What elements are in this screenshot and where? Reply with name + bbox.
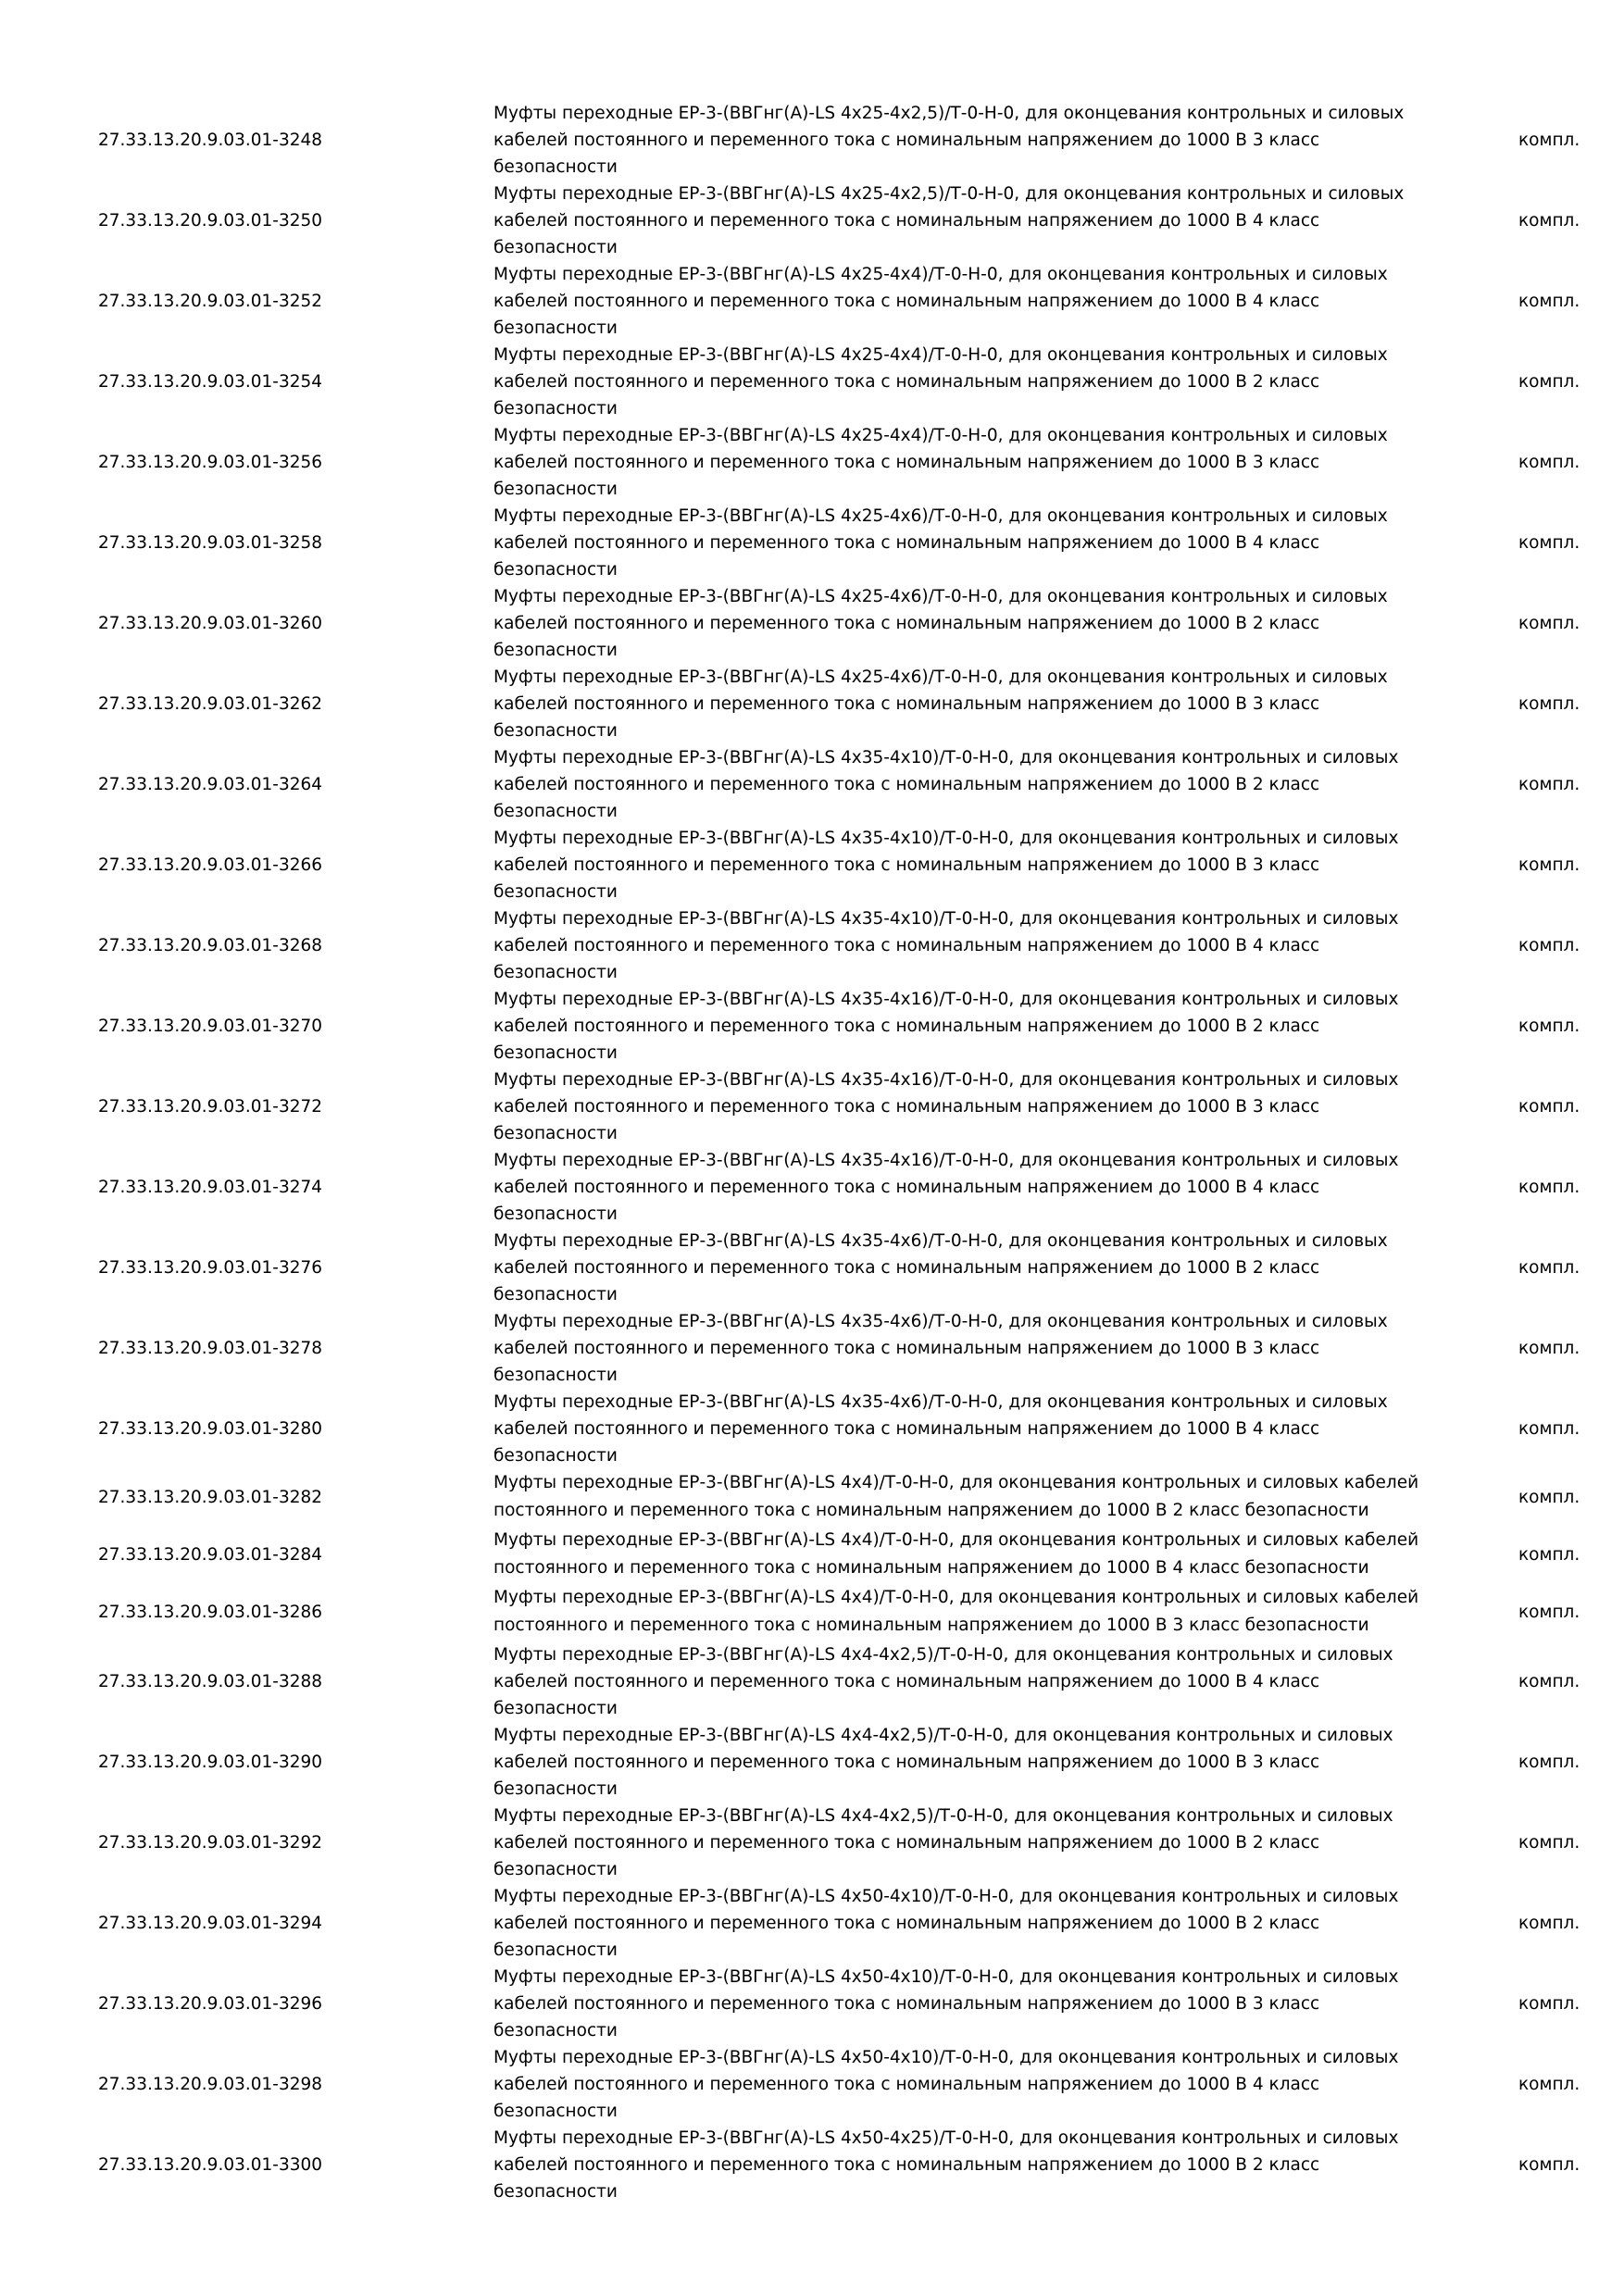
resource-description: Муфты переходные ЕР-3-(ВВГнг(А)-LS 4х25-4х4)/Т-0-Н-0, для оконцевания контрольных и силовых кабелей постоянного и переменного тока с номинальным напряжением до 1000 В 2 класс безопасности <box>493 345 1388 418</box>
resource-description: Муфты переходные ЕР-3-(ВВГнг(А)-LS 4х25-4х6)/Т-0-Н-0, для оконцевания контрольных и силовых кабелей постоянного и переменного тока с номинальным напряжением до 1000 В 3 класс безопасности <box>493 668 1388 741</box>
table-row <box>0 1308 1624 1389</box>
resource-code: 27.33.13.20.9.03.01-3250 <box>98 211 323 231</box>
resource-description: Муфты переходные ЕР-3-(ВВГнг(А)-LS 4х35-4х16)/Т-0-Н-0, для оконцевания контрольных и силовых кабелей постоянного и переменного тока с номинальным напряжением до 1000 В 4 класс безопасности <box>493 1151 1399 1224</box>
resource-description: Муфты переходные ЕР-3-(ВВГнг(А)-LS 4х4)/Т-0-Н-0, для оконцевания контрольных и силовых кабелей постоянного и переменного тока с номинальным напряжением до 1000 В 3 класс безопасности <box>493 1588 1419 1635</box>
resource-description: Муфты переходные ЕР-3-(ВВГнг(А)-LS 4х4-4х2,5)/Т-0-Н-0, для оконцевания контрольных и силовых кабелей постоянного и переменного тока с номинальным напряжением до 1000 В 2 класс безопасности <box>493 1806 1393 1879</box>
resource-description: Муфты переходные ЕР-3-(ВВГнг(А)-LS 4х25-4х4)/Т-0-Н-0, для оконцевания контрольных и силовых кабелей постоянного и переменного тока с номинальным напряжением до 1000 В 4 класс безопасности <box>493 265 1388 338</box>
table-row <box>0 1228 1624 1308</box>
table-row <box>0 342 1624 422</box>
resource-code: 27.33.13.20.9.03.01-3296 <box>98 1994 323 2014</box>
unit-of-measure: компл. <box>1518 1097 1580 1117</box>
unit-of-measure: компл. <box>1518 1419 1580 1439</box>
resource-description: Муфты переходные ЕР-3-(ВВГнг(А)-LS 4х35-4х10)/Т-0-Н-0, для оконцевания контрольных и силовых кабелей постоянного и переменного тока с номинальным напряжением до 1000 В 2 класс безопасности <box>493 748 1399 821</box>
table-row <box>0 2125 1624 2205</box>
resource-code: 27.33.13.20.9.03.01-3282 <box>98 1488 323 1507</box>
table-row <box>0 503 1624 583</box>
resource-code: 27.33.13.20.9.03.01-3272 <box>98 1097 323 1117</box>
resource-code: 27.33.13.20.9.03.01-3288 <box>98 1672 323 1691</box>
resource-code: 27.33.13.20.9.03.01-3252 <box>98 292 323 311</box>
table-row <box>0 2044 1624 2125</box>
resource-description: Муфты переходные ЕР-3-(ВВГнг(А)-LS 4х4-4х2,5)/Т-0-Н-0, для оконцевания контрольных и силовых кабелей постоянного и переменного тока с номинальным напряжением до 1000 В 4 класс безопасности <box>493 1645 1393 1718</box>
unit-of-measure: компл. <box>1518 1545 1580 1565</box>
table-row <box>0 825 1624 905</box>
unit-of-measure: компл. <box>1518 775 1580 794</box>
table-row <box>0 1722 1624 1803</box>
resource-description: Муфты переходные ЕР-3-(ВВГнг(А)-LS 4х25-4х6)/Т-0-Н-0, для оконцевания контрольных и силовых кабелей постоянного и переменного тока с номинальным напряжением до 1000 В 4 класс безопасности <box>493 506 1388 580</box>
unit-of-measure: компл. <box>1518 2075 1580 2094</box>
resource-code: 27.33.13.20.9.03.01-3262 <box>98 694 323 714</box>
table-row <box>0 1067 1624 1147</box>
table-row <box>0 583 1624 664</box>
resource-code: 27.33.13.20.9.03.01-3294 <box>98 1914 323 1933</box>
table-row <box>0 100 1624 181</box>
table-row <box>0 986 1624 1067</box>
price-list-table <box>0 100 1624 2205</box>
resource-code: 27.33.13.20.9.03.01-3290 <box>98 1753 323 1772</box>
resource-description: Муфты переходные ЕР-3-(ВВГнг(А)-LS 4х25-4х6)/Т-0-Н-0, для оконцевания контрольных и силовых кабелей постоянного и переменного тока с номинальным напряжением до 1000 В 2 класс безопасности <box>493 587 1388 660</box>
resource-code: 27.33.13.20.9.03.01-3258 <box>98 533 323 553</box>
unit-of-measure: компл. <box>1518 292 1580 311</box>
resource-description: Муфты переходные ЕР-3-(ВВГнг(А)-LS 4х25-4х2,5)/Т-0-Н-0, для оконцевания контрольных и силовых кабелей постоянного и переменного тока с номинальным напряжением до 1000 В 3 класс безопасности <box>493 104 1405 177</box>
resource-description: Муфты переходные ЕР-3-(ВВГнг(А)-LS 4х50-4х10)/Т-0-Н-0, для оконцевания контрольных и силовых кабелей постоянного и переменного тока с номинальным напряжением до 1000 В 2 класс безопасности <box>493 1887 1399 1960</box>
table-row <box>0 1964 1624 2044</box>
table-row <box>0 1527 1624 1584</box>
resource-description: Муфты переходные ЕР-3-(ВВГнг(А)-LS 4х50-4х10)/Т-0-Н-0, для оконцевания контрольных и силовых кабелей постоянного и переменного тока с номинальным напряжением до 1000 В 4 класс безопасности <box>493 2048 1399 2121</box>
resource-description: Муфты переходные ЕР-3-(ВВГнг(А)-LS 4х35-4х16)/Т-0-Н-0, для оконцевания контрольных и силовых кабелей постоянного и переменного тока с номинальным напряжением до 1000 В 3 класс безопасности <box>493 1070 1399 1143</box>
resource-code: 27.33.13.20.9.03.01-3276 <box>98 1258 323 1278</box>
resource-description: Муфты переходные ЕР-3-(ВВГнг(А)-LS 4х35-4х10)/Т-0-Н-0, для оконцевания контрольных и силовых кабелей постоянного и переменного тока с номинальным напряжением до 1000 В 4 класс безопасности <box>493 909 1399 982</box>
resource-code: 27.33.13.20.9.03.01-3286 <box>98 1603 323 1622</box>
unit-of-measure: компл. <box>1518 131 1580 150</box>
resource-description: Муфты переходные ЕР-3-(ВВГнг(А)-LS 4х50-4х10)/Т-0-Н-0, для оконцевания контрольных и силовых кабелей постоянного и переменного тока с номинальным напряжением до 1000 В 3 класс безопасности <box>493 1967 1399 2040</box>
unit-of-measure: компл. <box>1518 1833 1580 1853</box>
resource-description: Муфты переходные ЕР-3-(ВВГнг(А)-LS 4х4)/Т-0-Н-0, для оконцевания контрольных и силовых кабелей постоянного и переменного тока с номинальным напряжением до 1000 В 4 класс безопасности <box>493 1530 1419 1578</box>
table-row <box>0 1584 1624 1641</box>
resource-code: 27.33.13.20.9.03.01-3284 <box>98 1545 323 1565</box>
resource-code: 27.33.13.20.9.03.01-3268 <box>98 936 323 955</box>
unit-of-measure: компл. <box>1518 1672 1580 1691</box>
unit-of-measure: компл. <box>1518 614 1580 633</box>
unit-of-measure: компл. <box>1518 372 1580 392</box>
unit-of-measure: компл. <box>1518 694 1580 714</box>
table-row <box>0 1883 1624 1964</box>
unit-of-measure: компл. <box>1518 1994 1580 2014</box>
table-row <box>0 1641 1624 1722</box>
unit-of-measure: компл. <box>1518 1603 1580 1622</box>
table-row <box>0 261 1624 342</box>
resource-description: Муфты переходные ЕР-3-(ВВГнг(А)-LS 4х50-4х25)/Т-0-Н-0, для оконцевания контрольных и силовых кабелей постоянного и переменного тока с номинальным напряжением до 1000 В 2 класс безопасности <box>493 2128 1399 2202</box>
resource-description: Муфты переходные ЕР-3-(ВВГнг(А)-LS 4х25-4х2,5)/Т-0-Н-0, для оконцевания контрольных и силовых кабелей постоянного и переменного тока с номинальным напряжением до 1000 В 4 класс безопасности <box>493 184 1405 257</box>
resource-description: Муфты переходные ЕР-3-(ВВГнг(А)-LS 4х35-4х6)/Т-0-Н-0, для оконцевания контрольных и силовых кабелей постоянного и переменного тока с номинальным напряжением до 1000 В 4 класс безопасности <box>493 1392 1388 1466</box>
resource-code: 27.33.13.20.9.03.01-3300 <box>98 2155 323 2175</box>
unit-of-measure: компл. <box>1518 1178 1580 1197</box>
resource-code: 27.33.13.20.9.03.01-3264 <box>98 775 323 794</box>
resource-code: 27.33.13.20.9.03.01-3266 <box>98 855 323 875</box>
resource-code: 27.33.13.20.9.03.01-3248 <box>98 131 323 150</box>
unit-of-measure: компл. <box>1518 211 1580 231</box>
unit-of-measure: компл. <box>1518 936 1580 955</box>
resource-code: 27.33.13.20.9.03.01-3278 <box>98 1339 323 1358</box>
unit-of-measure: компл. <box>1518 1488 1580 1507</box>
table-row <box>0 1389 1624 1469</box>
unit-of-measure: компл. <box>1518 453 1580 472</box>
resource-description: Муфты переходные ЕР-3-(ВВГнг(А)-LS 4х4)/Т-0-Н-0, для оконцевания контрольных и силовых кабелей постоянного и переменного тока с номинальным напряжением до 1000 В 2 класс безопасности <box>493 1473 1419 1520</box>
resource-code: 27.33.13.20.9.03.01-3298 <box>98 2075 323 2094</box>
resource-description: Муфты переходные ЕР-3-(ВВГнг(А)-LS 4х35-4х16)/Т-0-Н-0, для оконцевания контрольных и силовых кабелей постоянного и переменного тока с номинальным напряжением до 1000 В 2 класс безопасности <box>493 990 1399 1063</box>
unit-of-measure: компл. <box>1518 1017 1580 1036</box>
resource-code: 27.33.13.20.9.03.01-3254 <box>98 372 323 392</box>
resource-description: Муфты переходные ЕР-3-(ВВГнг(А)-LS 4х35-4х10)/Т-0-Н-0, для оконцевания контрольных и силовых кабелей постоянного и переменного тока с номинальным напряжением до 1000 В 3 класс безопасности <box>493 829 1399 902</box>
unit-of-measure: компл. <box>1518 1914 1580 1933</box>
resource-description: Муфты переходные ЕР-3-(ВВГнг(А)-LS 4х35-4х6)/Т-0-Н-0, для оконцевания контрольных и силовых кабелей постоянного и переменного тока с номинальным напряжением до 1000 В 3 класс безопасности <box>493 1312 1388 1385</box>
unit-of-measure: компл. <box>1518 1753 1580 1772</box>
table-row <box>0 744 1624 825</box>
table-row <box>0 422 1624 503</box>
resource-description: Муфты переходные ЕР-3-(ВВГнг(А)-LS 4х4-4х2,5)/Т-0-Н-0, для оконцевания контрольных и силовых кабелей постоянного и переменного тока с номинальным напряжением до 1000 В 3 класс безопасности <box>493 1726 1393 1799</box>
unit-of-measure: компл. <box>1518 855 1580 875</box>
unit-of-measure: компл. <box>1518 2155 1580 2175</box>
unit-of-measure: компл. <box>1518 1258 1580 1278</box>
resource-code: 27.33.13.20.9.03.01-3280 <box>98 1419 323 1439</box>
unit-of-measure: компл. <box>1518 533 1580 553</box>
resource-code: 27.33.13.20.9.03.01-3270 <box>98 1017 323 1036</box>
resource-code: 27.33.13.20.9.03.01-3274 <box>98 1178 323 1197</box>
resource-description: Муфты переходные ЕР-3-(ВВГнг(А)-LS 4х35-4х6)/Т-0-Н-0, для оконцевания контрольных и силовых кабелей постоянного и переменного тока с номинальным напряжением до 1000 В 2 класс безопасности <box>493 1231 1388 1304</box>
table-row <box>0 1803 1624 1883</box>
resource-description: Муфты переходные ЕР-3-(ВВГнг(А)-LS 4х25-4х4)/Т-0-Н-0, для оконцевания контрольных и силовых кабелей постоянного и переменного тока с номинальным напряжением до 1000 В 3 класс безопасности <box>493 426 1388 499</box>
table-row <box>0 905 1624 986</box>
resource-code: 27.33.13.20.9.03.01-3260 <box>98 614 323 633</box>
unit-of-measure: компл. <box>1518 1339 1580 1358</box>
resource-code: 27.33.13.20.9.03.01-3292 <box>98 1833 323 1853</box>
table-row <box>0 1469 1624 1527</box>
table-row <box>0 664 1624 744</box>
table-row <box>0 181 1624 261</box>
table-row <box>0 1147 1624 1228</box>
resource-code: 27.33.13.20.9.03.01-3256 <box>98 453 323 472</box>
